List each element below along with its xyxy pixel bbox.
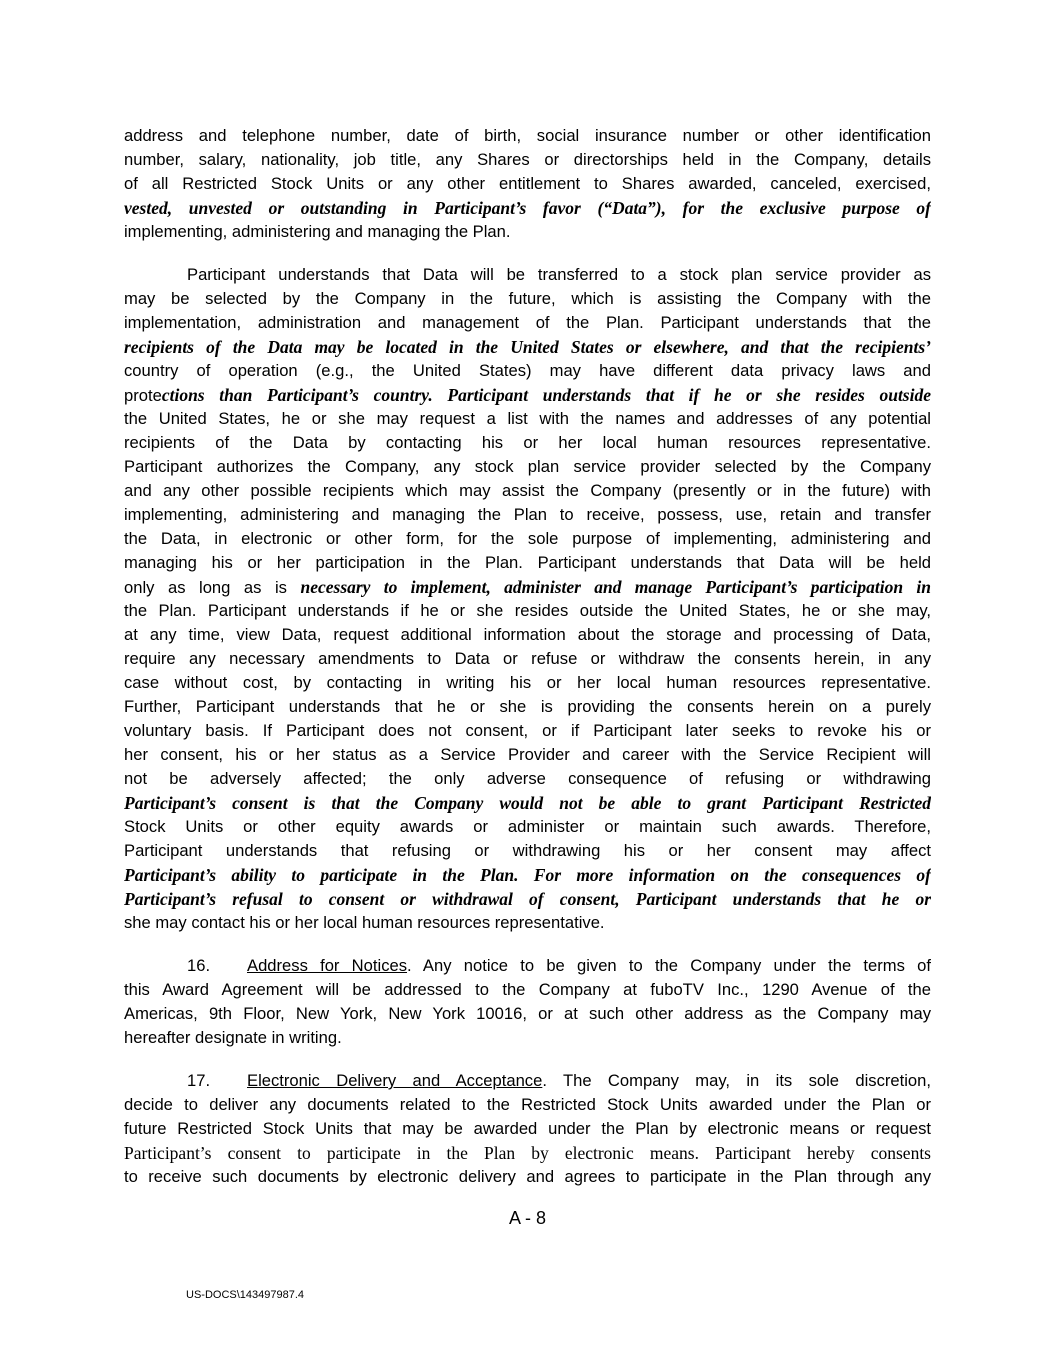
text-segment: Participant’s consent to participate in the Plan by electronic means. Participant hereby consents xyxy=(124,1143,931,1163)
text-line xyxy=(124,263,931,287)
text-line xyxy=(124,887,931,911)
text-line xyxy=(124,719,931,743)
text-line xyxy=(124,479,931,503)
text-segment: Participant understands that Data will be transferred to a stock plan service provider as xyxy=(187,265,931,284)
text-segment: and any other possible recipients which may assist the Company (presently or in the future) with xyxy=(124,481,931,500)
text-segment: recipients of the Data may be located in the United States or elsewhere, and that the recipients’ xyxy=(124,337,931,357)
text-segment: recipients of the Data by contacting his or her local human resources representative. xyxy=(124,433,931,452)
text-line xyxy=(124,791,931,815)
text-line xyxy=(124,311,931,335)
text-line xyxy=(124,839,931,863)
section-number: 16. xyxy=(187,956,211,975)
text-line xyxy=(124,527,931,551)
section-number: 17. xyxy=(187,1071,211,1090)
text-segment: . Any notice to be given to the Company under the terms of xyxy=(407,956,931,975)
text-line xyxy=(124,1002,931,1026)
text-line xyxy=(124,743,931,767)
text-line xyxy=(124,503,931,527)
text-line xyxy=(124,767,931,791)
text-segment: Americas, 9th Floor, New York, New York 10016, or at such other address as the Company may xyxy=(124,1004,931,1023)
text-segment: to receive such documents by electronic delivery and agrees to participate in the Plan through any xyxy=(124,1167,931,1186)
page-number: A - 8 xyxy=(508,1208,547,1228)
text-line xyxy=(124,695,931,719)
text-line xyxy=(124,551,931,575)
text-line xyxy=(124,599,931,623)
text-segment: the United States, he or she may request a list with the names and addresses of any potential xyxy=(124,409,931,428)
document-body xyxy=(124,124,931,1208)
text-segment: address and telephone number, date of birth, social insurance number or other identification xyxy=(124,126,931,145)
text-line xyxy=(124,1026,931,1050)
text-segment: future Restricted Stock Units that may be awarded under the Plan by electronic means or request xyxy=(124,1119,931,1138)
text-segment: require any necessary amendments to Data or refuse or withdraw the consents herein, in any xyxy=(124,649,931,668)
text-segment: she may contact his or her local human resources representative. xyxy=(124,913,605,932)
text-line xyxy=(124,148,931,172)
text-segment: necessary to implement, administer and manage Participant’s participation in xyxy=(300,577,931,597)
text-segment: prote xyxy=(124,386,162,405)
text-segment: voluntary basis. If Participant does not consent, or if Participant later seeks to revoke his or xyxy=(124,721,931,740)
text-line xyxy=(124,671,931,695)
paragraph xyxy=(124,263,931,935)
text-line xyxy=(124,220,931,244)
text-line xyxy=(124,1141,931,1165)
document-id: US-DOCS\143497987.4 xyxy=(186,1289,305,1301)
text-segment: implementation, administration and management of the Plan. Participant understands that the xyxy=(124,313,931,332)
paragraph xyxy=(124,954,931,1050)
text-line xyxy=(124,359,931,383)
text-line xyxy=(124,815,931,839)
text-line xyxy=(124,575,931,599)
text-line xyxy=(124,1165,931,1189)
text-line xyxy=(124,647,931,671)
text-segment: Participant’s refusal to consent or withdrawal of consent, Participant understands that he or xyxy=(124,889,931,909)
text-line xyxy=(124,1117,931,1141)
text-segment: her consent, his or her status as a Service Provider and career with the Service Recipient will xyxy=(124,745,931,764)
text-segment: . The Company may, in its sole discretion, xyxy=(542,1071,931,1090)
text-line xyxy=(124,954,931,978)
text-segment: Stock Units or other equity awards or administer or maintain such awards. Therefore, xyxy=(124,817,931,836)
text-segment: the Data, in electronic or other form, for the sole purpose of implementing, administering and xyxy=(124,529,931,548)
section-heading: Address for Notices xyxy=(247,956,408,975)
text-segment: Participant understands that refusing or withdrawing his or her consent may affect xyxy=(124,841,931,860)
text-line xyxy=(124,911,931,935)
text-segment: Participant’s ability to participate in the Plan. For more information on the consequences of xyxy=(124,865,931,885)
text-segment: Further, Participant understands that he or she is providing the consents herein on a purely xyxy=(124,697,931,716)
text-segment: implementing, administering and managing the Plan to receive, possess, use, retain and transfer xyxy=(124,505,931,524)
text-line xyxy=(124,978,931,1002)
text-line xyxy=(124,196,931,220)
text-line xyxy=(124,863,931,887)
text-line xyxy=(124,623,931,647)
text-segment: vested, unvested or outstanding in Participant’s favor (“Data”), for the exclusive purpose of xyxy=(124,198,931,218)
text-line xyxy=(124,1069,931,1093)
section-heading: Electronic Delivery and Acceptance xyxy=(247,1071,543,1090)
text-segment: hereafter designate in writing. xyxy=(124,1028,342,1047)
text-segment: may be selected by the Company in the future, which is assisting the Company with the xyxy=(124,289,931,308)
text-line xyxy=(124,431,931,455)
text-segment: managing his or her participation in the Plan. Participant understands that Data will be held xyxy=(124,553,931,572)
text-line xyxy=(124,383,931,407)
text-line xyxy=(124,287,931,311)
text-segment: ctions than Participant’s country. Participant understands that if he or she resides outside xyxy=(161,385,931,405)
text-segment: case without cost, by contacting in writing his or her local human resources representative. xyxy=(124,673,931,692)
text-segment: implementing, administering and managing the Plan. xyxy=(124,222,511,241)
text-segment: country of operation (e.g., the United States) may have different data privacy laws and xyxy=(124,361,931,380)
text-line xyxy=(124,124,931,148)
paragraph xyxy=(124,1069,931,1189)
text-line xyxy=(124,335,931,359)
text-segment: of all Restricted Stock Units or any other entitlement to Shares awarded, canceled, exercised, xyxy=(124,174,931,193)
text-segment: only as long as is xyxy=(124,578,301,597)
text-segment: not be adversely affected; the only adverse consequence of refusing or withdrawing xyxy=(124,769,931,788)
paragraph xyxy=(124,124,931,244)
text-line xyxy=(124,1093,931,1117)
text-segment: number, salary, nationality, job title, any Shares or directorships held in the Company, details xyxy=(124,150,931,169)
text-segment: decide to deliver any documents related to the Restricted Stock Units awarded under the Plan or xyxy=(124,1095,931,1114)
text-segment: this Award Agreement will be addressed to the Company at fuboTV Inc., 1290 Avenue of the xyxy=(124,980,931,999)
text-segment: Participant’s consent is that the Company would not be able to grant Participant Restricted xyxy=(124,793,931,813)
text-segment: the Plan. Participant understands if he or she resides outside the United States, he or she may, xyxy=(124,601,931,620)
text-line xyxy=(124,407,931,431)
text-line xyxy=(124,172,931,196)
text-segment: Participant authorizes the Company, any stock plan service provider selected by the Company xyxy=(124,457,931,476)
text-segment: at any time, view Data, request additional information about the storage and processing of Data, xyxy=(124,625,931,644)
text-line xyxy=(124,455,931,479)
